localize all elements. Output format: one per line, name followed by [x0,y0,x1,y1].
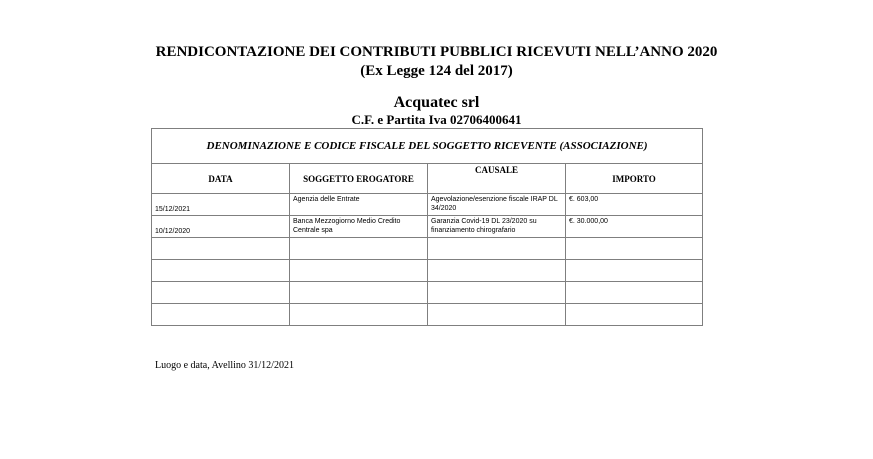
row-provider: Agenzia delle Entrate [290,194,428,216]
row-amount: €. 603,00 [566,194,703,216]
report-title: RENDICONTAZIONE DEI CONTRIBUTI PUBBLICI RICEVUTI NELL’ANNO 2020 [155,44,718,60]
row-date: 15/12/2021 [152,194,290,216]
column-header-provider: SOGGETTO EROGATORE [290,164,428,194]
row-amount: €. 30.000,00 [566,216,703,238]
column-header-amount: IMPORTO [566,164,703,194]
column-header-date: DATA [152,164,290,194]
denomination-header: DENOMINAZIONE E CODICE FISCALE DEL SOGGETTO RICEVENTE (ASSOCIAZIONE) [152,129,703,164]
contributions-table [151,128,703,326]
table-row [152,194,703,216]
table-row-empty [152,260,703,282]
table-row [152,216,703,238]
place-and-date: Luogo e data, Avellino 31/12/2021 [155,360,294,371]
company-name: Acquatec srl [393,94,480,111]
row-reason: Agevolazione/esenzione fiscale IRAP DL 34/2020 [428,194,566,216]
row-reason: Garanzia Covid-19 DL 23/2020 su finanziamento chirografario [428,216,566,238]
row-provider: Banca Mezzogiorno Medio Credito Centrale spa [290,216,428,238]
table-row-empty [152,238,703,260]
company-tax-id: C.F. e Partita Iva 02706400641 [351,112,522,127]
table-row-empty [152,304,703,326]
column-header-reason: CAUSALE [428,164,566,194]
row-date: 10/12/2020 [152,216,290,238]
table-row-empty [152,282,703,304]
report-subtitle: (Ex Legge 124 del 2017) [360,63,513,79]
